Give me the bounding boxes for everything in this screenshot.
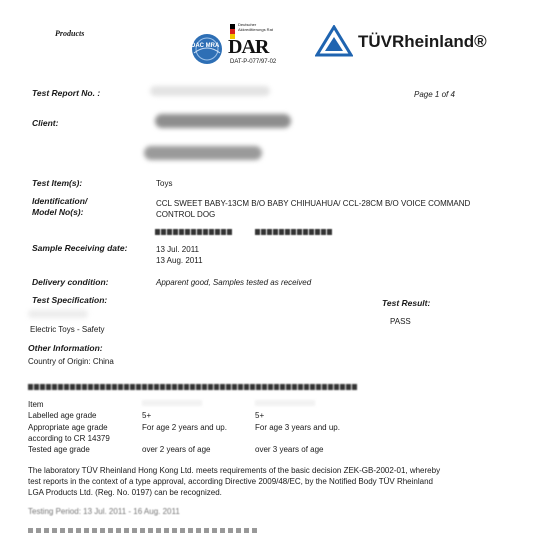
age-table-tested-1: over 2 years of age <box>142 445 211 454</box>
test-result-label: Test Result: <box>382 298 431 308</box>
other-information-label: Other Information: <box>28 343 103 353</box>
receiving-date-2: 13 Aug. 2011 <box>156 256 203 265</box>
test-result-value: PASS <box>390 317 411 326</box>
dar-wordmark: DAR <box>228 36 269 58</box>
redacted-client-1 <box>155 114 291 128</box>
age-table-label-cr: according to CR 14379 <box>28 434 110 443</box>
testing-period: Testing Period: 13 Jul. 2011 - 16 Aug. 2011 <box>28 507 180 516</box>
client-label: Client: <box>32 118 59 128</box>
dar-caption: Deutscher Akkreditierungs Rat <box>238 22 273 32</box>
redacted-spec <box>28 310 88 318</box>
age-table-labelled-2: 5+ <box>255 411 265 420</box>
recognition-paragraph-line-2: test reports in the context of a type approval, according Directive 2009/48/EC, by the Notified Body TÜV Rheinland <box>28 477 433 486</box>
age-table-tested-2: over 3 years of age <box>255 445 324 454</box>
receiving-date-label: Sample Receiving date: <box>32 243 128 253</box>
test-specification-value: Electric Toys - Safety <box>30 325 105 334</box>
redacted-model-numbers-2 <box>255 222 333 240</box>
redacted-report-no <box>150 86 270 96</box>
identification-line-2: CONTROL DOG <box>156 210 216 219</box>
receiving-date-1: 13 Jul. 2011 <box>156 245 199 254</box>
age-table-col1-header-redacted <box>142 400 202 406</box>
age-table-item: Item <box>28 400 44 409</box>
test-items-label: Test Item(s): <box>32 178 83 188</box>
products-label: Products <box>55 29 85 38</box>
page-indicator: Page 1 of 4 <box>414 90 455 99</box>
age-table-appropriate-2: For age 3 years and up. <box>255 423 340 432</box>
dakks-badge-text: DAC MRA <box>191 43 220 49</box>
redacted-model-numbers <box>155 222 233 240</box>
model-label: Model No(s): <box>32 207 84 217</box>
age-table-label-labelled: Labelled age grade <box>28 411 97 420</box>
age-table-label-appropriate: Appropriate age grade <box>28 423 108 432</box>
age-table-label-tested: Tested age grade <box>28 445 90 454</box>
tuv-wordmark: TÜVRheinland® <box>358 32 487 51</box>
cut-off-line <box>28 528 258 533</box>
delivery-value: Apparent good, Samples tested as received <box>156 278 312 287</box>
redacted-client-2 <box>144 146 262 160</box>
identification-line-1: CCL SWEET BABY-13CM B/O BABY CHIHUAHUA/ CCL-28CM B/O VOICE COMMAND <box>156 199 471 208</box>
age-table-appropriate-1: For age 2 years and up. <box>142 423 227 432</box>
dar-number: DAT-P-077/97-02 <box>230 59 277 65</box>
report-no-label: Test Report No. : <box>32 88 101 98</box>
test-specification-label: Test Specification: <box>32 295 108 305</box>
recognition-paragraph-line-3: LGA Products Ltd. (Reg. No. 0197) can be recognized. <box>28 488 222 497</box>
dakks-logo <box>188 33 226 65</box>
dar-logo <box>230 22 302 70</box>
recognition-paragraph-line-1: The laboratory TÜV Rheinland Hong Kong Ltd. meets requirements of the basic decision ZEK-GB-2002-01, whereby <box>28 466 441 475</box>
tuv-triangle-icon <box>315 25 353 62</box>
country-of-origin: Country of Origin: China <box>28 357 114 366</box>
redacted-origin-line <box>28 377 358 395</box>
identification-label: Identification/ <box>32 196 88 206</box>
age-table-labelled-1: 5+ <box>142 411 152 420</box>
test-items-value: Toys <box>156 179 173 188</box>
delivery-label: Delivery condition: <box>32 277 109 287</box>
age-table-col2-header-redacted <box>255 400 315 406</box>
